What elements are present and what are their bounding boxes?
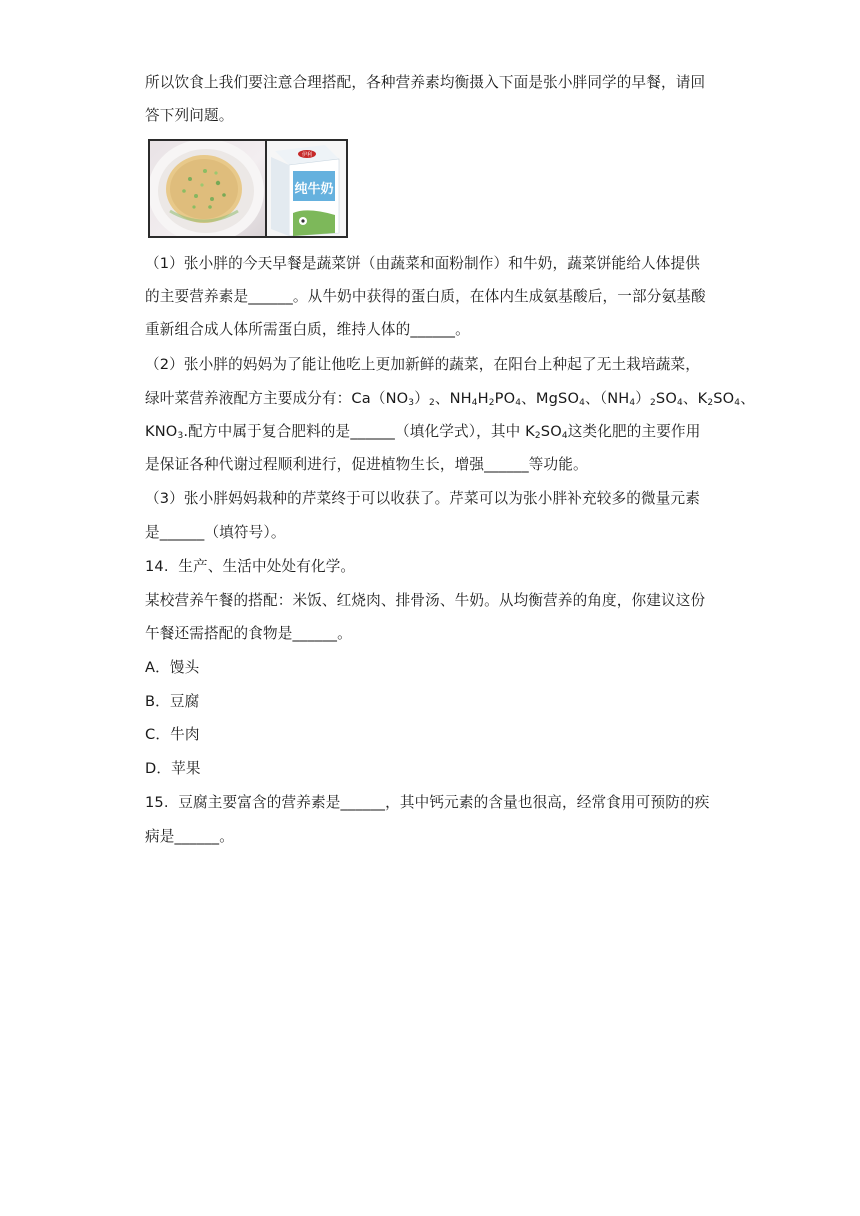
q13-part2-line-2 xyxy=(145,389,755,409)
svg-text:纯牛奶: 纯牛奶 xyxy=(294,182,334,197)
answer-blank: ______ xyxy=(292,625,338,642)
text-span: 午餐还需搭配的食物是 xyxy=(145,625,293,642)
text-span: 绿叶菜营养液配方主要成分有：Ca（NO xyxy=(145,390,409,407)
answer-blank: ______ xyxy=(340,794,386,811)
subscript: 4 xyxy=(579,398,585,408)
subscript: 4 xyxy=(515,398,522,408)
option-letter: C． xyxy=(145,726,171,743)
milk-carton-photo xyxy=(267,139,348,238)
q14-option-b[interactable] xyxy=(145,692,725,712)
subscript: 2 xyxy=(534,431,541,441)
subscript: 4 xyxy=(561,431,568,441)
answer-blank: ______ xyxy=(410,321,456,338)
text-span: 是保证各种代谢过程顺利进行，促进植物生长，增强 xyxy=(145,456,485,473)
breakfast-image xyxy=(148,139,348,240)
text-span: 豆腐主要富含的营养素是 xyxy=(178,794,341,811)
q15-line-2 xyxy=(145,827,725,847)
q13-part1-line-2 xyxy=(145,287,725,307)
subscript: 4 xyxy=(676,398,683,408)
q14-option-a[interactable] xyxy=(145,658,725,678)
q13-part2-line-1: （2）张小胖的妈妈为了能让他吃上更加新鲜的蔬菜，在阳台上种起了无土栽培蔬菜， xyxy=(145,356,700,373)
text-span: 的主要营养素是 xyxy=(145,288,249,305)
milk-carton-illustration xyxy=(267,141,346,236)
q15-line-1 xyxy=(145,793,725,813)
text-span: PO xyxy=(494,390,516,407)
answer-blank: ______ xyxy=(159,524,205,541)
text-span: KNO xyxy=(145,423,178,440)
text-span: 。 xyxy=(337,625,352,642)
q14-stem-line-2 xyxy=(145,624,725,644)
intro-line-1: 所以饮食上我们要注意合理搭配，各种营养素均衡摄入下面是张小胖同学的早餐，请回 xyxy=(145,74,706,91)
text-span: 这类化肥的主要作用 xyxy=(567,423,701,440)
option-text: 馒头 xyxy=(169,659,200,676)
subscript: 4 xyxy=(471,398,478,408)
option-letter: A． xyxy=(145,659,170,676)
text-span: 。 xyxy=(219,828,234,845)
answer-blank: ______ xyxy=(174,828,220,845)
subscript: 2 xyxy=(707,398,714,408)
q14-option-c[interactable] xyxy=(145,725,725,745)
text-span: 重新组合成人体所需蛋白质，维持人体的 xyxy=(145,321,411,338)
question-title: 生产、生活中处处有化学。 xyxy=(178,558,356,575)
subscript: 3 xyxy=(408,398,415,408)
intro-line-2: 答下列问题。 xyxy=(145,107,234,124)
subscript: 2 xyxy=(488,398,495,408)
q13-part2-line-3 xyxy=(145,422,725,442)
vegetable-pancake-photo xyxy=(148,139,267,238)
text-span: ，其中钙元素的含量也很高，经常食用可预防的疾 xyxy=(385,794,710,811)
q14-option-d[interactable] xyxy=(145,759,725,779)
text-span: （填化学式），其中 K xyxy=(395,423,535,440)
text-span: 、NH xyxy=(434,390,472,407)
svg-text:伊利: 伊利 xyxy=(301,152,313,158)
option-text: 豆腐 xyxy=(169,693,200,710)
question-number: 15. xyxy=(145,794,169,811)
text-span: 病是 xyxy=(145,828,175,845)
option-letter: B． xyxy=(145,693,170,710)
text-span: （填符号）。 xyxy=(204,524,286,541)
text-span: .配方中属于复合肥料的是 xyxy=(183,423,351,440)
text-span: 、K xyxy=(682,390,708,407)
q13-part3-line-2 xyxy=(145,523,725,543)
text-span: SO xyxy=(655,390,677,407)
subscript: 4 xyxy=(734,398,741,408)
question-number: 14. xyxy=(145,558,169,575)
subscript: 4 xyxy=(629,398,636,408)
text-span: 、 xyxy=(740,390,755,407)
q13-part2-line-4 xyxy=(145,455,725,475)
text-span: ） xyxy=(635,390,651,407)
text-span: 、MgSO xyxy=(521,390,580,407)
option-text: 牛肉 xyxy=(170,726,200,743)
answer-blank: ______ xyxy=(484,456,529,473)
subscript: 3 xyxy=(177,431,184,441)
q14-heading xyxy=(145,557,725,577)
q13-part1-line-1: （1）张小胖的今天早餐是蔬菜饼（由蔬菜和面粉制作）和牛奶，蔬菜饼能给人体提供 xyxy=(145,255,700,272)
answer-blank: ______ xyxy=(248,288,293,305)
text-span: SO xyxy=(540,423,562,440)
text-span: 、（NH xyxy=(585,390,630,407)
option-letter: D． xyxy=(145,760,172,777)
text-span: H xyxy=(477,390,489,407)
text-span: 。 xyxy=(455,321,470,338)
q14-stem-line-1: 某校营养午餐的搭配：米饭、红烧肉、排骨汤、牛奶。从均衡营养的角度，你建议这份 xyxy=(145,592,706,609)
option-text: 苹果 xyxy=(171,760,201,777)
q13-part1-line-3 xyxy=(145,320,725,340)
text-span: SO xyxy=(713,390,735,407)
answer-blank: ______ xyxy=(350,423,395,440)
subscript: 2 xyxy=(650,398,656,408)
text-span: 是 xyxy=(145,524,160,541)
pancake-illustration xyxy=(150,141,265,236)
q13-part3-line-1: （3）张小胖妈妈栽种的芹菜终于可以收获了。芹菜可以为张小胖补充较多的微量元素 xyxy=(145,490,700,507)
text-span: 等功能。 xyxy=(528,456,588,473)
subscript: 2 xyxy=(428,398,435,408)
text-span: ） xyxy=(414,390,429,407)
text-span: 。从牛奶中获得的蛋白质，在体内生成氨基酸后，一部分氨基酸 xyxy=(292,288,706,305)
